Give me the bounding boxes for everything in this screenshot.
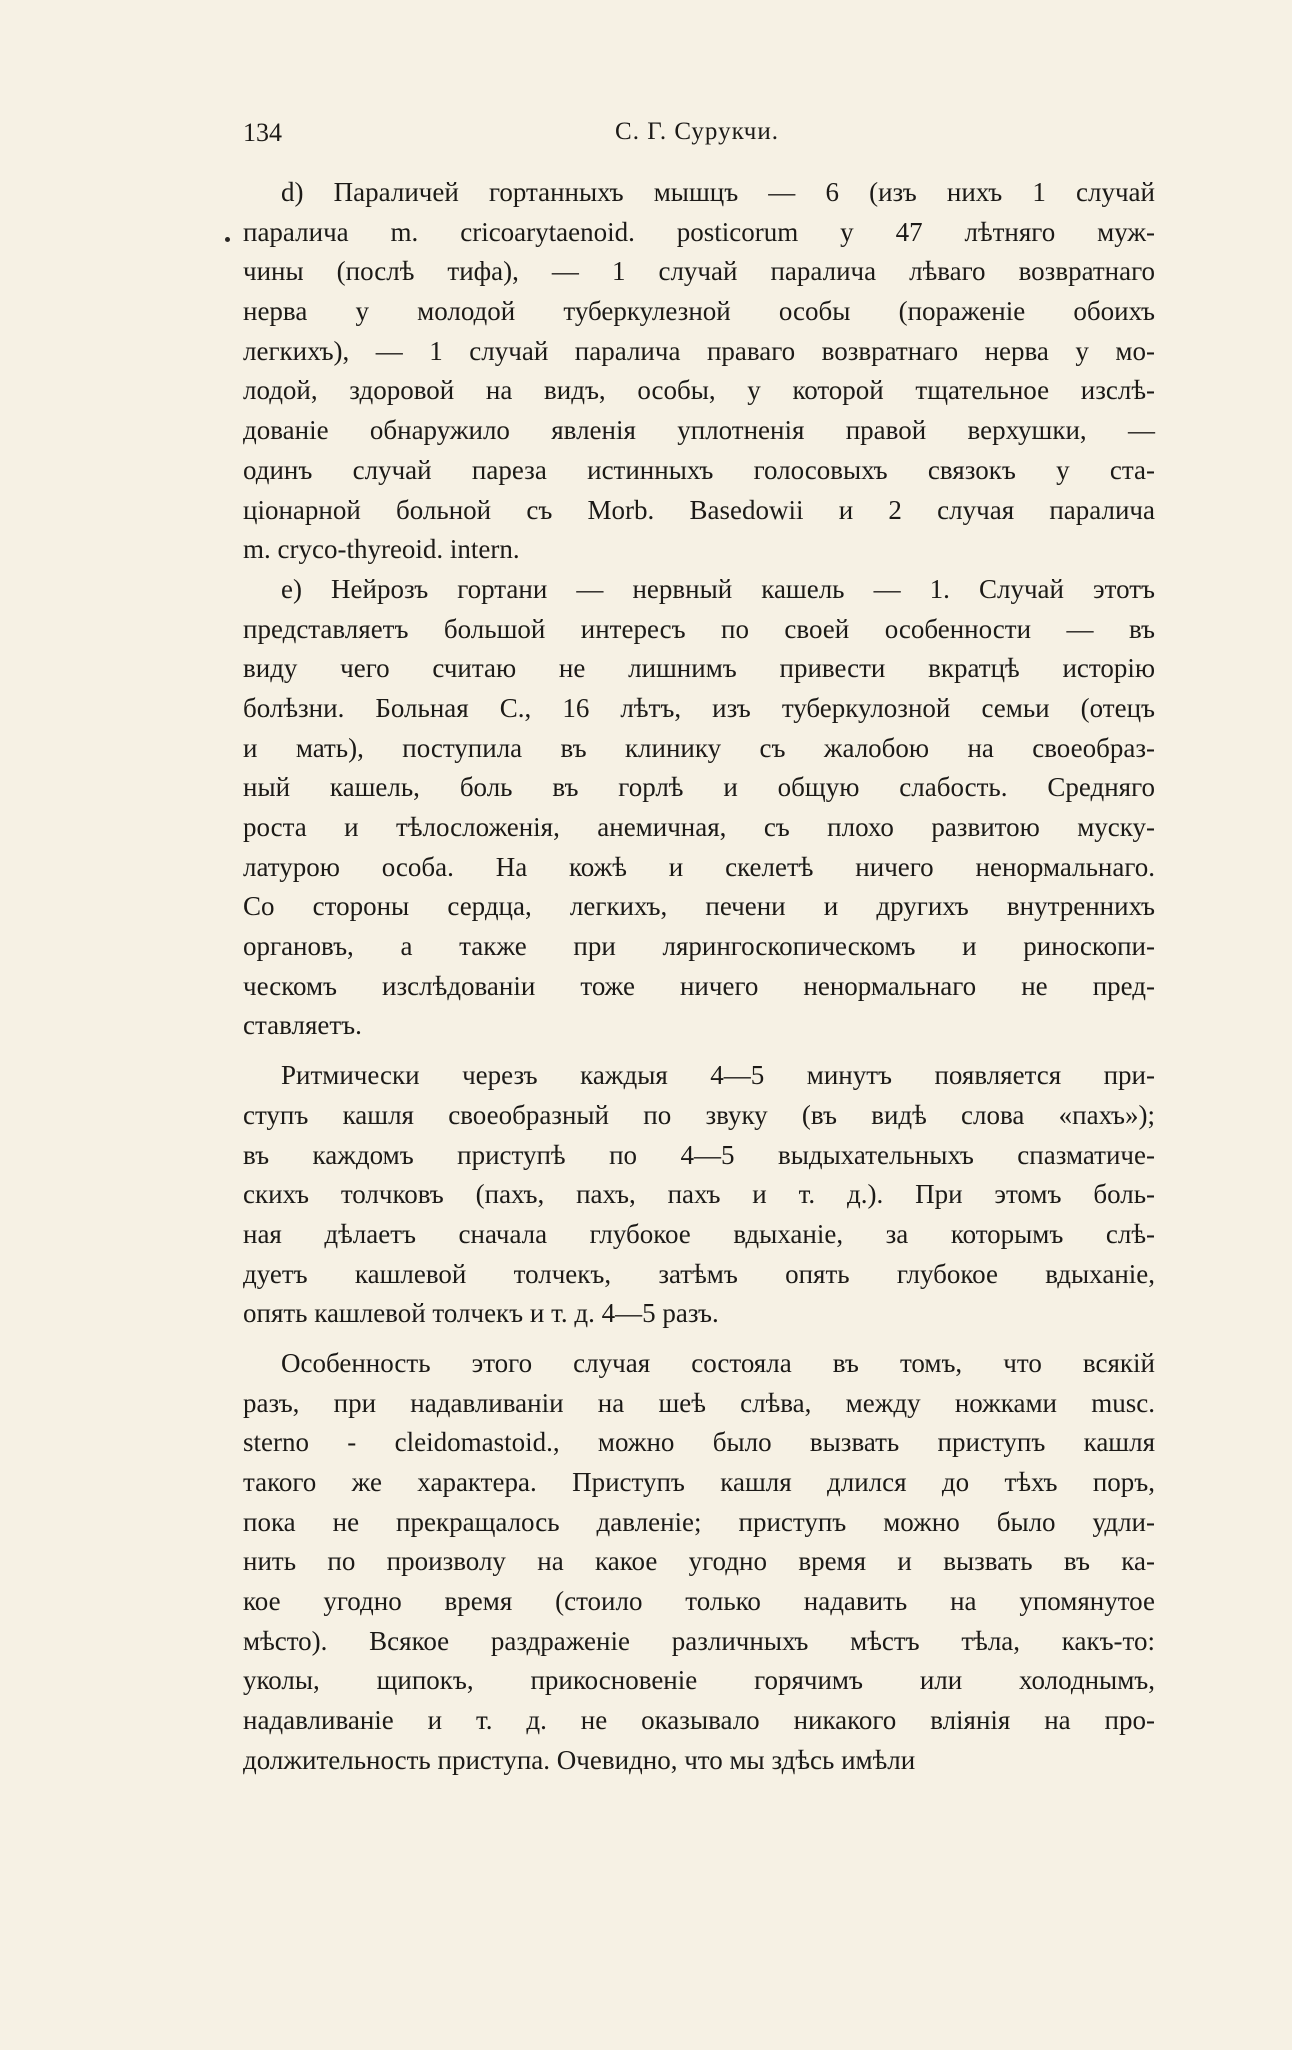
text-line: виду чего считаю не лишнимъ привести вкратцѣ исторію [243, 653, 1155, 684]
text-line: легкихъ), — 1 случай паралича праваго возвратнаго нерва у мо- [243, 335, 1155, 366]
text-line: въ каждомъ приступѣ по 4—5 выдыхательныхъ спазматиче- [243, 1139, 1155, 1170]
body-text [243, 173, 1155, 1781]
paragraph-gap [243, 1334, 1155, 1344]
text-line: ціонарной больной съ Morb. Basedowii и 2 случая паралича [243, 494, 1155, 525]
text-line: нить по произволу на какое угодно время и вызвать въ ка- [243, 1546, 1155, 1577]
text-line: ный кашель, боль въ горлѣ и общую слабость. Средняго [243, 772, 1155, 803]
text-line: Ритмически черезъ каждыя 4—5 минутъ появляется при- [281, 1060, 1155, 1091]
text-line: уколы, щипокъ, прикосновеніе горячимъ или холоднымъ, [243, 1665, 1155, 1696]
text-line: пока не прекращалось давленіе; приступъ можно было удли- [243, 1506, 1155, 1537]
text-line: нерва у молодой туберкулезной особы (пораженіе обоихъ [243, 296, 1155, 327]
text-line: паралича m. cricoarytaenoid. posticorum у 47 лѣтняго муж- [243, 216, 1155, 247]
text-line: e) Нейрозъ гортани — нервный кашель — 1. Случай этотъ [281, 573, 1155, 604]
text-line: кое угодно время (стоило только надавить на упомянутое [243, 1586, 1155, 1617]
paragraph [243, 570, 1155, 1046]
text-line: ставляетъ. [243, 1010, 362, 1041]
paragraph [243, 1344, 1155, 1781]
text-line: ческомъ изслѣдованіи тоже ничего ненормальнаго не пред- [243, 970, 1155, 1001]
text-line: представляетъ большой интересъ по своей особенности — въ [243, 613, 1155, 644]
text-line: Особенность этого случая состояла въ томъ, что всякій [281, 1347, 1155, 1378]
text-line: роста и тѣлосложенія, анемичная, съ плохо развитою муску- [243, 812, 1155, 842]
paragraph [243, 1056, 1155, 1334]
text-line: болѣзни. Больная С., 16 лѣтъ, изъ туберкулозной семьи (отецъ [243, 692, 1155, 723]
text-line: Со стороны сердца, легкихъ, печени и другихъ внутреннихъ [243, 891, 1155, 922]
text-line: ная дѣлаетъ сначала глубокое вдыханіе, за которымъ слѣ- [243, 1218, 1155, 1249]
text-line: sterno - cleidomastoid., можно было вызвать приступъ кашля [243, 1427, 1155, 1458]
text-line: дуетъ кашлевой толчекъ, затѣмъ опять глубокое вдыханіе, [243, 1258, 1155, 1289]
text-line: чины (послѣ тифа), — 1 случай паралича лѣваго возвратнаго [243, 256, 1155, 287]
text-line: опять кашлевой толчекъ и т. д. 4—5 разъ. [243, 1298, 719, 1329]
text-line: скихъ толчковъ (пахъ, пахъ, пахъ и т. д.). При этомъ боль- [243, 1179, 1155, 1210]
text-line: дованіе обнаружило явленія уплотненія правой верхушки, — [243, 415, 1155, 446]
paragraph-gap [243, 1046, 1155, 1056]
text-line: мѣсто). Всякое раздраженіе различныхъ мѣстъ тѣла, какъ-то: [243, 1625, 1155, 1656]
paragraph [243, 173, 1155, 570]
text-line: надавливаніе и т. д. не оказывало никакого вліянія на про- [243, 1705, 1155, 1736]
margin-dot-mark [225, 237, 230, 242]
running-head [243, 118, 1151, 154]
running-title: С. Г. Сурукчи. [615, 118, 779, 145]
text-line: разъ, при надавливаніи на шеѣ слѣва, между ножками musc. [243, 1387, 1155, 1418]
text-line: должительность приступа. Очевидно, что мы здѣсь имѣли [243, 1744, 916, 1775]
text-line: m. cryco-thyreoid. intern. [243, 534, 520, 565]
text-line: ступъ кашля своеобразный по звуку (въ видѣ слова «пахъ»); [243, 1099, 1155, 1130]
text-line: латурою особа. На кожѣ и скелетѣ ничего ненормальнаго. [243, 851, 1155, 882]
text-line: органовъ, а также при лярингоскопическомъ и риноскопи- [243, 931, 1155, 962]
text-line: лодой, здоровой на видъ, особы, у которой тщательное изслѣ- [243, 375, 1155, 406]
text-line: и мать), поступила въ клинику съ жалобою на своеобраз- [243, 732, 1155, 763]
text-line: d) Параличей гортанныхъ мышцъ — 6 (изъ нихъ 1 случай [281, 177, 1155, 207]
text-line: одинъ случай пареза истинныхъ голосовыхъ связокъ у ста- [243, 454, 1155, 485]
text-line: такого же характера. Приступъ кашля длился до тѣхъ поръ, [243, 1467, 1155, 1497]
page-number: 134 [243, 118, 282, 147]
